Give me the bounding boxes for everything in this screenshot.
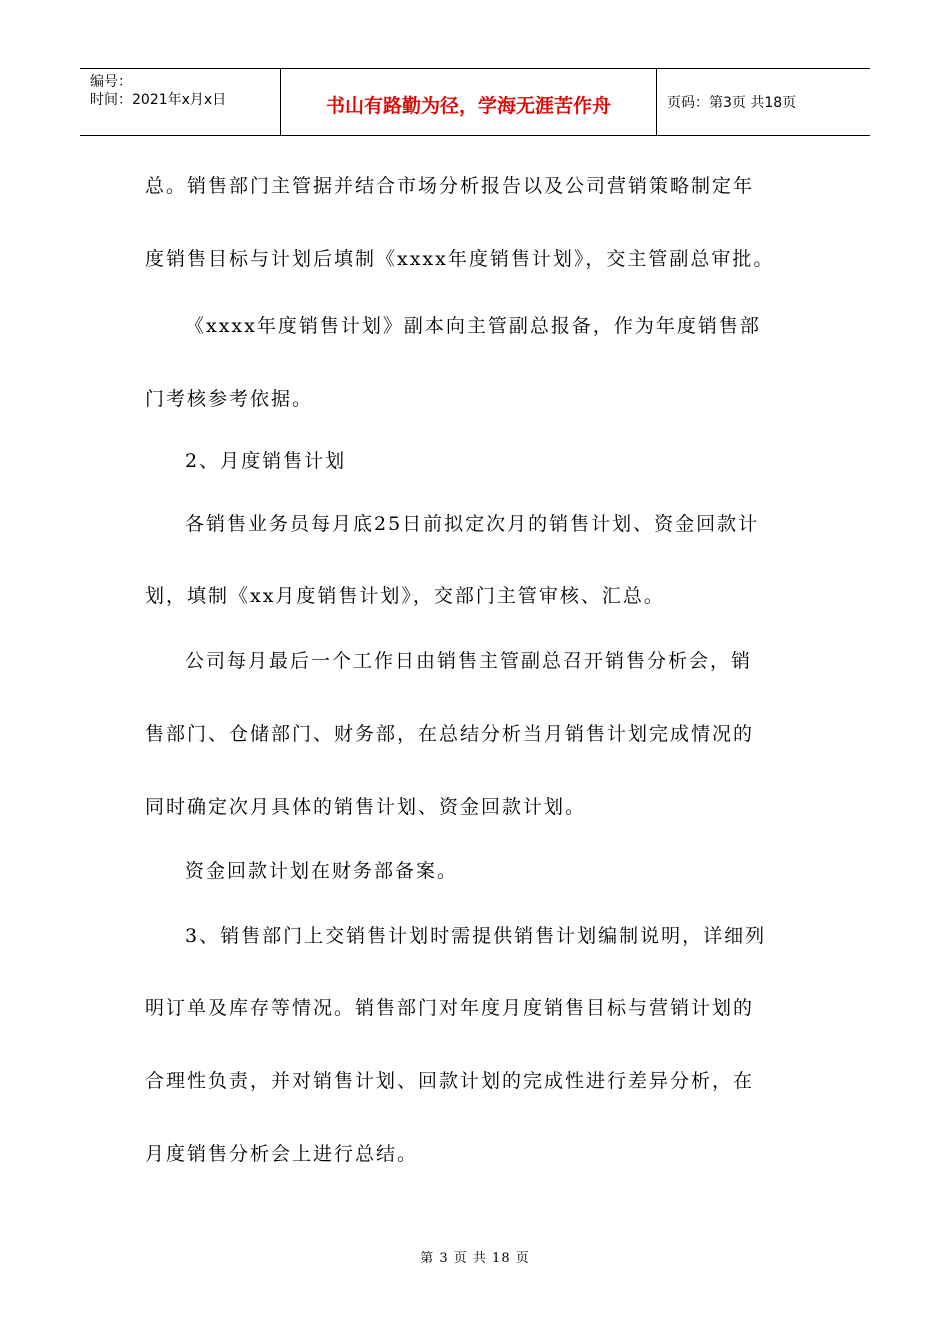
body-line: 3、销售部门上交销售计划时需提供销售计划编制说明，详细列 [185,925,767,947]
body-line: 各销售业务员每月底25日前拟定次月的销售计划、资金回款计 [185,513,760,535]
document-date: 时间：2021年x月x日 [90,92,227,108]
header-motto-cell [281,69,657,135]
body-line: 合理性负责，并对销售计划、回款计划的完成性进行差异分析，在 [145,1070,755,1092]
document-number-label: 编号： [90,74,132,90]
body-line: 同时确定次月具体的销售计划、资金回款计划。 [145,796,587,818]
page-footer: 第 3 页 共 18 页 [420,1251,530,1266]
header-page-info: 页码：第3页 共18页 [667,95,797,111]
body-line: 总。销售部门主管据并结合市场分析报告以及公司营销策略制定年 [145,175,755,197]
body-line: 划，填制《xx月度销售计划》，交部门主管审核、汇总。 [145,585,665,607]
body-line: 明订单及库存等情况。销售部门对年度月度销售目标与营销计划的 [145,997,755,1019]
header-page-info-cell [657,69,870,135]
body-line: 售部门、仓储部门、财务部，在总结分析当月销售计划完成情况的 [145,723,755,745]
body-line: 度销售目标与计划后填制《xxxx年度销售计划》，交主管副总审批。 [145,248,775,270]
body-line: 门考核参考依据。 [145,388,314,410]
section-heading: 2、月度销售计划 [185,450,347,472]
page-header [80,68,870,136]
header-meta [80,69,281,135]
header-motto: 书山有路勤为径，学海无涯苦作舟 [325,94,611,117]
body-line: 《xxxx年度销售计划》副本向主管副总报备，作为年度销售部 [185,315,761,337]
body-line: 资金回款计划在财务部备案。 [185,860,459,882]
body-line: 月度销售分析会上进行总结。 [145,1143,419,1165]
body-line: 公司每月最后一个工作日由销售主管副总召开销售分析会，销 [185,650,753,672]
